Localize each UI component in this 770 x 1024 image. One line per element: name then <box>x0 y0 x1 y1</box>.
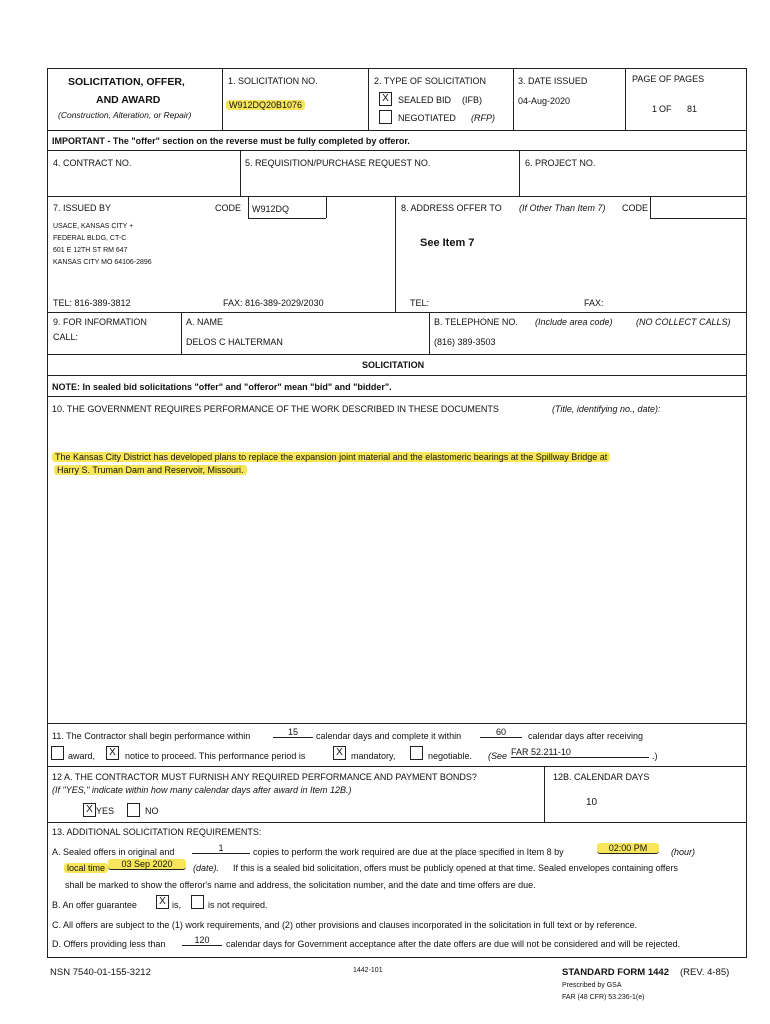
item13a-text4: shall be marked to show the offeror's name and address, the solicitation number, and the date and time offers are due. <box>65 880 536 890</box>
date-label: (date). <box>193 863 220 873</box>
divider <box>513 68 514 130</box>
divider <box>429 312 430 354</box>
divider <box>47 150 746 151</box>
divider <box>368 68 369 130</box>
divider <box>181 312 182 354</box>
type-label: 2. TYPE OF SOLICITATION <box>374 76 487 86</box>
negotiable-checkbox[interactable] <box>410 746 423 760</box>
item11-text-a: 11. The Contractor shall begin performance within <box>52 731 251 741</box>
divider <box>47 766 746 767</box>
divider <box>544 766 545 822</box>
issued-by-label: 7. ISSUED BY <box>53 203 112 213</box>
issuer-address-line3: 601 E 12TH ST RM 647 <box>53 247 128 254</box>
divider <box>47 822 746 823</box>
guarantee-is-checkbox[interactable]: X <box>156 895 169 909</box>
award-label: award, <box>68 751 96 761</box>
tel-label: TEL: 816-389-3812 <box>53 298 131 308</box>
issuer-address-line1: USACE, KANSAS CITY + <box>53 223 134 230</box>
bonds-no-label: NO <box>145 806 159 816</box>
contract-no-label: 4. CONTRACT NO. <box>53 158 132 168</box>
item13-label: 13. ADDITIONAL SOLICITATION REQUIREMENTS: <box>52 827 262 837</box>
divider <box>240 150 241 196</box>
phone-note: (Include area code) <box>535 317 613 327</box>
divider <box>326 196 327 218</box>
date-issued-label: 3. DATE ISSUED <box>518 76 588 86</box>
divider <box>650 218 746 219</box>
sealed-bid-label: SEALED BID <box>398 95 452 105</box>
phone-value[interactable]: (816) 389-3503 <box>434 337 496 347</box>
mandatory-label: mandatory, <box>351 751 396 761</box>
award-checkbox[interactable] <box>51 746 64 760</box>
item13a-text2: copies to perform the work required are due at the place specified in Item 8 by <box>253 847 564 857</box>
bonds-no-checkbox[interactable] <box>127 803 140 817</box>
divider <box>47 375 746 376</box>
info-label-1: 9. FOR INFORMATION <box>53 317 147 327</box>
negotiable-label: negotiable. <box>428 751 473 761</box>
item11-text-c: calendar days after receiving <box>528 731 644 741</box>
divider <box>47 312 746 313</box>
phone-label: B. TELEPHONE NO. <box>434 317 518 327</box>
far-reference: FAR (48 CFR) 53.236-1(e) <box>562 994 645 1001</box>
guarantee-is-label: is, <box>172 900 181 910</box>
see-item-7: See Item 7 <box>420 237 475 249</box>
item10-note: (Title, identifying no., date): <box>552 404 661 414</box>
code-label: CODE <box>215 203 242 213</box>
item13b-text2: is not required. <box>208 900 268 910</box>
address-offer-label: 8. ADDRESS OFFER TO <box>401 203 502 213</box>
fax-label: FAX: 816-389-2029/2030 <box>223 298 324 308</box>
divider <box>650 196 651 218</box>
divider <box>47 354 746 355</box>
solicitation-heading: SOLICITATION <box>362 360 425 370</box>
form-border <box>47 68 747 958</box>
item13d-text1: D. Offers providing less than <box>52 939 166 949</box>
form-title-line2: AND AWARD <box>96 94 161 106</box>
ntp-checkbox[interactable]: X <box>106 746 119 760</box>
mandatory-checkbox[interactable]: X <box>333 746 346 760</box>
code-value[interactable]: W912DQ <box>252 204 290 214</box>
item13d-text2: calendar days for Government acceptance after the date offers are due will not be considered and will be rejected. <box>226 939 681 949</box>
item13a-text1: A. Sealed offers in original and <box>52 847 175 857</box>
due-date-field[interactable]: 03 Sep 2020 <box>108 859 186 870</box>
item12a-note: (If "YES," indicate within how many calendar days after award in Item 12B.) <box>52 785 352 795</box>
divider <box>47 196 746 197</box>
standard-form-name: STANDARD FORM 1442 <box>562 967 669 978</box>
negotiated-label: NEGOTIATED <box>398 113 456 123</box>
divider <box>519 150 520 196</box>
item13c-text: C. All offers are subject to the (1) work requirements, and (2) other provisions and clauses incorporated in the solicitation in full text or by reference. <box>52 920 638 930</box>
item13a-text3: If this is a sealed bid solicitation, offers must be publicly opened at that time. Sealed envelopes containing offers <box>233 863 678 873</box>
name-value[interactable]: DELOS C HALTERMAN <box>186 337 283 347</box>
issuer-address-line4: KANSAS CITY MO 64106-2896 <box>53 259 152 266</box>
form-revision: (REV. 4-85) <box>680 967 730 978</box>
acceptance-days-field[interactable]: 120 <box>182 935 222 946</box>
clause-field[interactable]: FAR 52.211-10 <box>511 747 649 758</box>
prescribed-by: Prescribed by GSA <box>562 982 622 989</box>
divider <box>47 723 746 724</box>
local-time-label: local time <box>64 863 108 873</box>
bonds-yes-label: YES <box>96 806 115 816</box>
address-offer-note: (If Other Than Item 7) <box>519 203 606 213</box>
address-code-label: CODE <box>622 203 649 213</box>
page-of: OF <box>659 104 672 114</box>
sealed-bid-note: NOTE: In sealed bid solicitations "offer" and "offeror" mean "bid" and "bidder". <box>52 382 392 392</box>
divider <box>248 218 326 219</box>
ntp-label: notice to proceed. This performance period is <box>125 751 306 761</box>
item11-text-b: calendar days and complete it within <box>316 731 462 741</box>
hour-label: (hour) <box>671 847 696 857</box>
fax2-label: FAX: <box>584 298 604 308</box>
negotiated-checkbox[interactable] <box>379 110 392 124</box>
divider <box>47 130 746 131</box>
begin-days-field[interactable]: 15 <box>273 727 313 738</box>
complete-days-field[interactable]: 60 <box>480 727 522 738</box>
tel2-label: TEL: <box>410 298 430 308</box>
copies-field[interactable]: 1 <box>192 843 250 854</box>
date-issued-value[interactable]: 04-Aug-2020 <box>518 96 571 106</box>
name-label: A. NAME <box>186 317 224 327</box>
form-title-sub: (Construction, Alteration, or Repair) <box>58 110 192 120</box>
divider <box>222 68 223 130</box>
sealed-bid-code: (IFB) <box>462 95 482 105</box>
divider <box>625 68 626 130</box>
divider <box>47 396 746 397</box>
info-label-2: CALL: <box>53 332 79 342</box>
item13b-text1: B. An offer guarantee <box>52 900 137 910</box>
guarantee-not-checkbox[interactable] <box>191 895 204 909</box>
page-total: 81 <box>687 104 698 114</box>
nsn-number: NSN 7540-01-155-3212 <box>50 967 151 978</box>
issuer-address-line2: FEDERAL BLDG, CT-C <box>53 235 127 242</box>
requisition-label: 5. REQUISITION/PURCHASE REQUEST NO. <box>245 158 431 168</box>
phone-collect: (NO COLLECT CALLS) <box>636 317 731 327</box>
page-number: 1 <box>652 104 658 114</box>
negotiated-code: (RFP) <box>471 113 495 123</box>
item12b-label: 12B. CALENDAR DAYS <box>553 772 650 782</box>
page-of-pages-label: PAGE OF PAGES <box>632 74 705 84</box>
divider <box>248 196 249 218</box>
work-description-line2[interactable]: Harry S. Truman Dam and Reservoir, Missouri. <box>54 465 247 475</box>
item10-label: 10. THE GOVERNMENT REQUIRES PERFORMANCE OF THE WORK DESCRIBED IN THESE DOCUMENTS <box>52 404 499 414</box>
divider <box>395 196 396 312</box>
project-no-label: 6. PROJECT NO. <box>525 158 596 168</box>
bonds-yes-checkbox[interactable]: X <box>83 803 96 817</box>
see-label: (See <box>488 751 508 761</box>
solicitation-no-label: 1. SOLICITATION NO. <box>228 76 318 86</box>
important-note: IMPORTANT - The "offer" section on the reverse must be fully completed by offeror. <box>52 136 410 146</box>
item12a-label: 12 A. THE CONTRACTOR MUST FURNISH ANY REQUIRED PERFORMANCE AND PAYMENT BONDS? <box>52 772 477 782</box>
solicitation-no-value[interactable]: W912DQ20B1076 <box>226 100 305 110</box>
clause-close: .) <box>652 751 658 761</box>
due-time-field[interactable]: 02:00 PM <box>597 843 659 854</box>
work-description-line1[interactable]: The Kansas City District has developed plans to replace the expansion joint material and the elastomeric bearings at the Spillway Bridge at <box>52 452 610 462</box>
sealed-bid-checkbox[interactable]: X <box>379 92 392 106</box>
calendar-days-value[interactable]: 10 <box>586 797 598 808</box>
form-code: 1442-101 <box>353 967 383 974</box>
form-title-line1: SOLICITATION, OFFER, <box>68 76 185 88</box>
